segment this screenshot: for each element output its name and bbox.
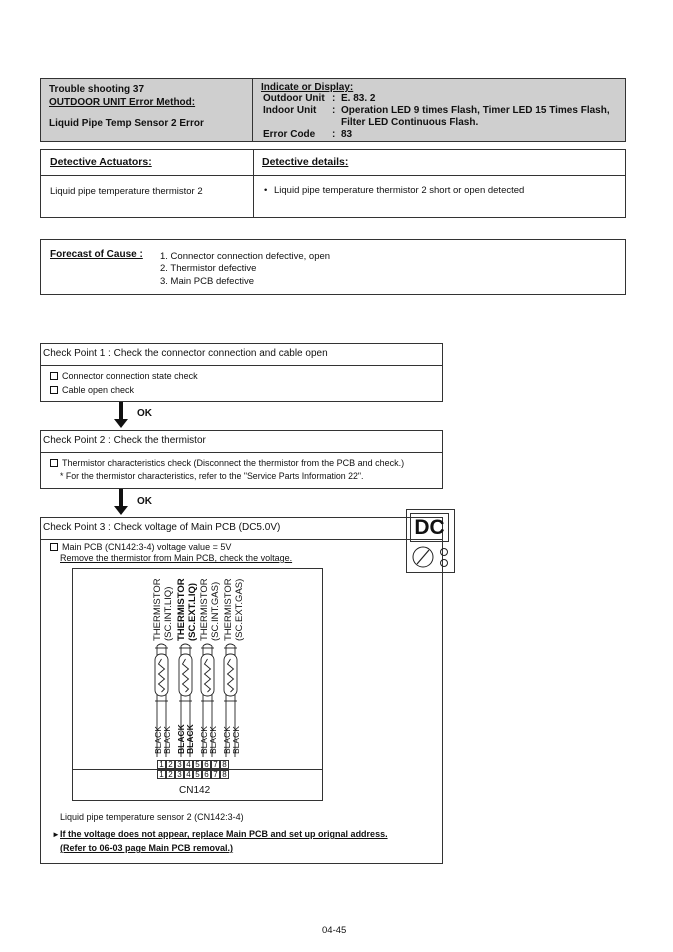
- connector-pin: 4: [184, 760, 193, 769]
- action-marker-icon: ►: [52, 830, 60, 839]
- check-point-3-note: Remove the thermistor from Main PCB, check the voltage.: [60, 553, 293, 563]
- thermistor-body-icon: [179, 654, 192, 696]
- checkbox-icon: [50, 459, 58, 467]
- connector-pin: 2: [166, 760, 175, 769]
- wire-label: BLACK: [176, 724, 186, 754]
- thermistor-label-line2: (SC.INT.LIQ): [163, 586, 174, 641]
- check-item: [50, 542, 231, 552]
- connector-label: CN142: [179, 785, 211, 796]
- connector-pin: 7: [211, 760, 220, 769]
- check-item: [50, 385, 134, 395]
- connector-pin: 6: [202, 770, 211, 779]
- wire-label: BLACK: [162, 726, 172, 754]
- wire-label: BLACK: [222, 726, 232, 754]
- thermistor-label-line2: (SC.INT.GAS): [210, 581, 221, 641]
- connector-pin: 8: [220, 760, 229, 769]
- connector-pin: 5: [193, 770, 202, 779]
- outdoor-unit-value: E. 83. 2: [341, 93, 376, 104]
- detective-actuators-label: Detective Actuators:: [50, 156, 152, 168]
- indoor-colon: :: [332, 105, 336, 116]
- dc-meter-icon: [406, 509, 455, 573]
- trouble-shooting-title: Trouble shooting 37: [49, 84, 145, 95]
- meter-dial-icon: [407, 542, 454, 572]
- checkbox-icon: [50, 386, 58, 394]
- check-point-1: [40, 343, 443, 402]
- wire-label: BLACK: [231, 726, 241, 754]
- thermistor-connector-diagram: [72, 568, 323, 801]
- detective-details-text: Liquid pipe temperature thermistor 2 short or open detected: [274, 185, 525, 196]
- indicate-label: Indicate or Display:: [261, 82, 354, 93]
- error-header-table: [40, 78, 626, 142]
- indoor-unit-value-1: Operation LED 9 times Flash, Timer LED 15 Times Flash,: [341, 105, 610, 116]
- detective-table: [40, 149, 626, 218]
- connector-pin: 2: [166, 770, 175, 779]
- check-point-2-title: Check Point 2 : Check the thermistor: [41, 431, 442, 453]
- detective-details-label: Detective details:: [262, 156, 349, 168]
- wire-label: BLACK: [199, 726, 209, 754]
- detective-divider: [253, 150, 254, 217]
- page-number: 04-45: [322, 925, 347, 936]
- error-method: OUTDOOR UNIT Error Method:: [49, 97, 196, 108]
- wire-label: BLACK: [153, 726, 163, 754]
- check-point-2-note: * For the thermistor characteristics, refer to the "Service Parts Information 22".: [60, 471, 364, 481]
- flow-arrow-down-icon: [114, 419, 128, 428]
- check-item: [50, 458, 404, 468]
- error-header-left: [41, 79, 253, 141]
- thermistor-label-line1: THERMISTOR: [152, 578, 163, 641]
- indoor-unit-label: Indoor Unit: [263, 105, 317, 116]
- thermistor-label-line1: THERMISTOR: [223, 578, 234, 641]
- cause-3: 3. Main PCB defective: [160, 276, 254, 287]
- flow-arrow-down-icon: [114, 506, 128, 515]
- diagram-caption: Liquid pipe temperature sensor 2 (CN142:3-4): [60, 812, 244, 822]
- thermistor-label-line2: (SC.EXT.LIQ): [187, 582, 198, 641]
- detective-bullet: •: [264, 185, 268, 196]
- wire-label: BLACK: [208, 726, 218, 754]
- forecast-label: Forecast of Cause :: [50, 249, 143, 260]
- check-point-1-title: Check Point 1 : Check the connector connection and cable open: [41, 344, 442, 366]
- thermistor-body-icon: [224, 654, 237, 696]
- dc-meter-display: DC: [410, 513, 449, 542]
- connector-pin: 4: [184, 770, 193, 779]
- error-code-label: Error Code: [263, 129, 316, 140]
- error-code-value: 83: [341, 129, 353, 140]
- connector-pin: 1: [157, 770, 166, 779]
- ok-label: OK: [137, 496, 152, 507]
- error-code-colon: :: [332, 129, 336, 140]
- flow-arrow-shaft: [119, 402, 123, 420]
- action-text-2: (Refer to 06-03 page Main PCB removal.): [60, 843, 234, 853]
- connector-pin: 6: [202, 760, 211, 769]
- detective-actuators-text: Liquid pipe temperature thermistor 2: [50, 186, 203, 197]
- cause-1: 1. Connector connection defective, open: [160, 251, 331, 262]
- thermistor-body-icon: [155, 654, 168, 696]
- check-item-text: Cable open check: [62, 385, 135, 395]
- error-header-right: [253, 79, 625, 141]
- connector-pin: 3: [175, 760, 184, 769]
- check-point-2: [40, 430, 443, 489]
- forecast-box: [40, 239, 626, 295]
- outdoor-colon: :: [332, 93, 336, 104]
- check-item-text: Thermistor characteristics check (Disconnect the thermistor from the PCB and check.): [62, 458, 405, 468]
- check-item: [50, 371, 198, 381]
- thermistor-label-line2: (SC.EXT.GAS): [234, 578, 245, 641]
- connector-pin: 5: [193, 760, 202, 769]
- thermistor-label-line1: THERMISTOR: [176, 578, 187, 641]
- connector-pin: 8: [220, 770, 229, 779]
- connector-pin: 7: [211, 770, 220, 779]
- action-text-1: If the voltage does not appear, replace Main PCB and set up orignal address.: [60, 829, 388, 839]
- connector-pin: 3: [175, 770, 184, 779]
- check-point-3-title: Check Point 3 : Check voltage of Main PCB (DC5.0V): [41, 518, 442, 540]
- flow-arrow-shaft: [119, 489, 123, 507]
- cause-2: 2. Thermistor defective: [160, 263, 257, 274]
- thermistor-label-line1: THERMISTOR: [199, 578, 210, 641]
- connector-pin: 1: [157, 760, 166, 769]
- checkbox-icon: [50, 543, 58, 551]
- check-item-text: Main PCB (CN142:3-4) voltage value = 5V: [62, 542, 232, 552]
- error-name: Liquid Pipe Temp Sensor 2 Error: [49, 118, 204, 129]
- indoor-unit-value-2: Filter LED Continuous Flash.: [341, 117, 479, 128]
- outdoor-unit-label: Outdoor Unit: [263, 93, 325, 104]
- thermistor-body-icon: [201, 654, 214, 696]
- checkbox-icon: [50, 372, 58, 380]
- check-item-text: Connector connection state check: [62, 371, 198, 381]
- ok-label: OK: [137, 408, 152, 419]
- wire-label: BLACK: [185, 724, 195, 754]
